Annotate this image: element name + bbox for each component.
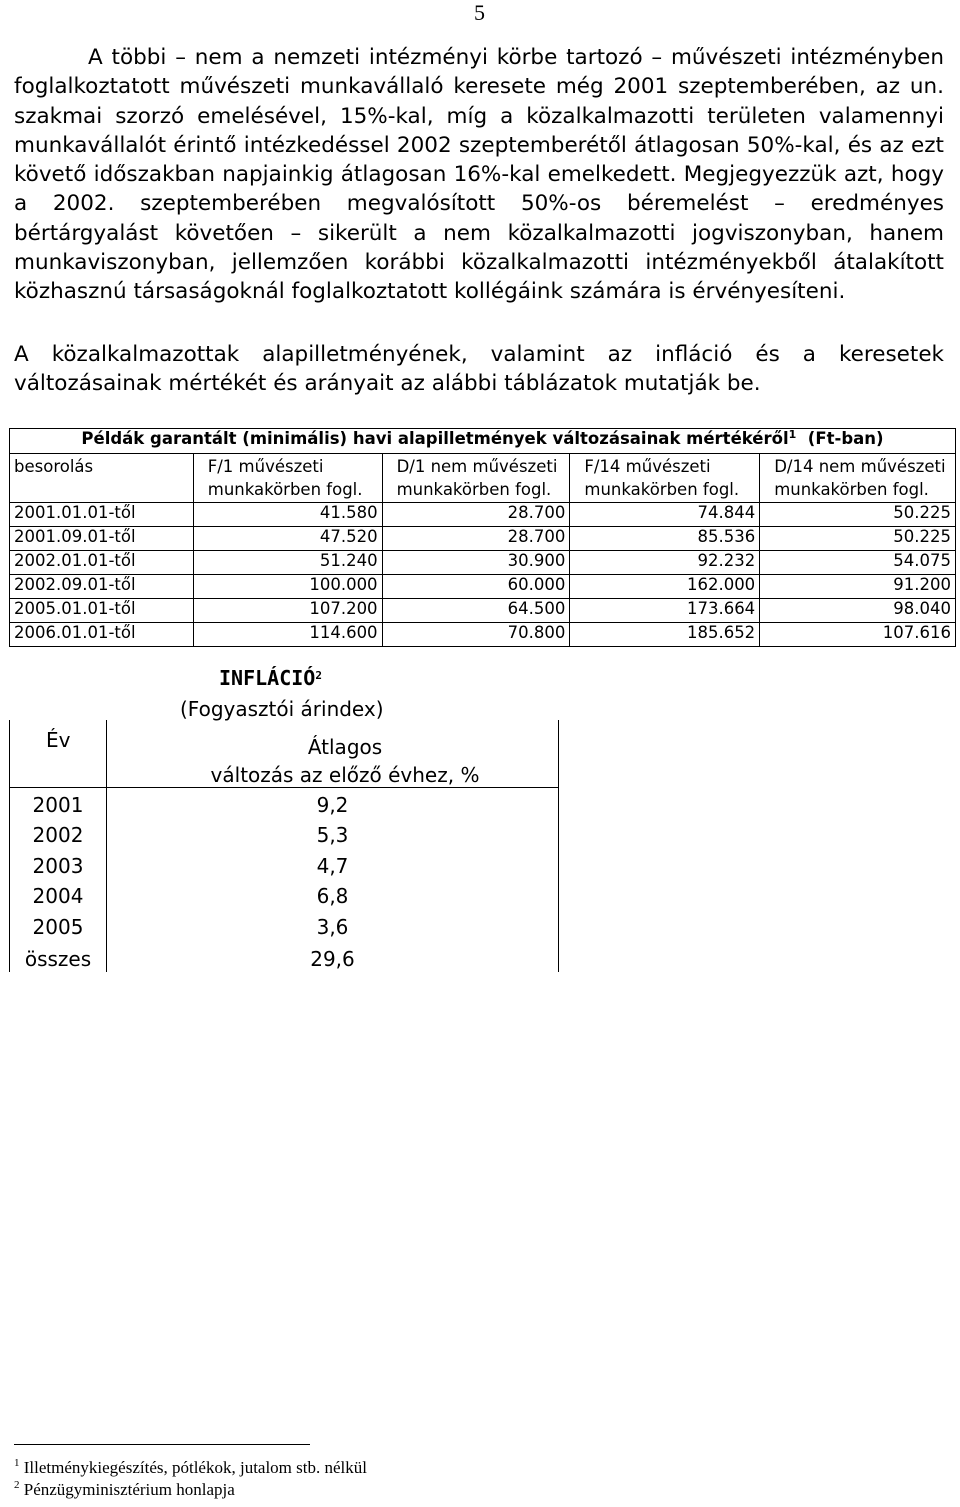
footnote-1: $^1$ Illetménykiegészítés, pótlékok, jutalom stb. nélkül [14, 1457, 367, 1477]
inflation-row [10, 947, 558, 977]
value-cell: 54.075 [760, 551, 956, 575]
inflation-value: 4,7 [316, 854, 349, 878]
inflation-row [10, 793, 558, 823]
inflation-year: 2003 [32, 854, 84, 878]
date-cell: 2005.01.01-től [10, 599, 194, 623]
body-paragraph-1: A többi – nem a nemzeti intézményi körbe tartozó – művészeti intézményben foglalkoztatott művészeti munkavállaló keresete még 2001 szeptemberében, az un. szakmai szorzó emelésével, 15%-kal, míg a közalkalmazotti területen valamennyi munkavállalót érintő intézkedéssel 2002 szeptemberétől átlagosan 50%-kal, és az ezt követő időszakban napjainkig átlagosan 16%-kal emelkedett. Megjegyezzük azt, hogy a 2002. szeptemberében megvalósított 50%-os béremelést – eredményes bértárgyalást követően – sikerült a nem közalkalmazotti jogviszonyban, hanem munkaviszonyban, jellemzően korábbi közalkalmazotti intézményekből átalakított közhasznú társaságoknál foglalkoztatott kollégáink számára is érvényesíteni. [14, 45, 944, 305]
column-header: D/1 nem művészeti munkakörben fogl. [382, 454, 570, 503]
body-paragraph-2: A közalkalmazottak alapilletményének, valamint az infláció és a keresetek változásainak mértékét és arányait az alábbi táblázatok mutatják be. [14, 342, 944, 397]
inflation-value: 3,6 [316, 915, 349, 939]
value-cell: 30.900 [382, 551, 570, 575]
footnote-ref-1: 1 [788, 428, 797, 441]
inflation-value: 6,8 [316, 884, 349, 908]
inflation-value: 9,2 [316, 793, 349, 817]
value-cell: 100.000 [193, 575, 382, 599]
date-cell: 2001.01.01-től [10, 503, 194, 527]
inflation-year: 2004 [32, 884, 84, 908]
value-cell: 114.600 [193, 623, 382, 647]
date-cell: 2001.09.01-től [10, 527, 194, 551]
value-cell: 173.664 [570, 599, 760, 623]
table-row [10, 551, 956, 575]
value-cell: 162.000 [570, 575, 760, 599]
column-header: besorolás [10, 454, 194, 503]
date-cell: 2006.01.01-től [10, 623, 194, 647]
inflation-row [10, 854, 558, 884]
value-cell: 85.536 [570, 527, 760, 551]
inflation-value: 29,6 [310, 947, 355, 971]
column-header: F/14 művészeti munkakörben fogl. [570, 454, 760, 503]
table-row [10, 527, 956, 551]
value-cell: 28.700 [382, 527, 570, 551]
value-cell: 98.040 [760, 599, 956, 623]
salary-table-title-row [10, 429, 956, 454]
value-cell: 47.520 [193, 527, 382, 551]
column-header: F/1 művészeti munkakörben fogl. [193, 454, 382, 503]
value-cell: 92.232 [570, 551, 760, 575]
inflation-row [10, 823, 558, 853]
value-cell: 74.844 [570, 503, 760, 527]
value-cell: 70.800 [382, 623, 570, 647]
value-cell: 107.200 [193, 599, 382, 623]
value-cell: 51.240 [193, 551, 382, 575]
inflation-row [10, 915, 558, 945]
inflation-year: 2001 [32, 793, 84, 817]
footnote-ref-2: 2 [315, 669, 322, 682]
inflation-table-right-border [558, 720, 559, 972]
inflation-subtitle: (Fogyasztói árindex) [180, 697, 384, 721]
date-cell: 2002.09.01-től [10, 575, 194, 599]
value-cell: 41.580 [193, 503, 382, 527]
date-cell: 2002.01.01-től [10, 551, 194, 575]
table-row [10, 623, 956, 647]
value-cell: 50.225 [760, 503, 956, 527]
inflation-value: 5,3 [316, 823, 349, 847]
salary-table [9, 428, 956, 647]
table-row [10, 503, 956, 527]
value-cell: 64.500 [382, 599, 570, 623]
salary-table-title: Példák garantált (minimális) havi alapilletmények változásainak mértékéről$^1$ (Ft-ban) [10, 429, 956, 454]
value-cell: 50.225 [760, 527, 956, 551]
value-cell: 60.000 [382, 575, 570, 599]
table-row [10, 599, 956, 623]
value-cell: 185.652 [570, 623, 760, 647]
inflation-year: 2002 [32, 823, 84, 847]
inflation-year: 2005 [32, 915, 84, 939]
table-row [10, 575, 956, 599]
inflation-row [10, 884, 558, 914]
footnote-separator [14, 1444, 310, 1445]
inflation-avg-header: Átlagos változás az előző évhez, % [210, 735, 480, 787]
value-cell: 91.200 [760, 575, 956, 599]
footnote-2: $^2$ Pénzügyminisztérium honlapja [14, 1479, 235, 1499]
inflation-year: összes [24, 947, 92, 971]
page-number: 5 [474, 0, 485, 25]
inflation-title: INFLÁCIÓ$^2$ [219, 666, 322, 690]
inflation-year-header: Év [46, 728, 71, 752]
column-header: D/14 nem művészeti munkakörben fogl. [760, 454, 956, 503]
salary-table-header-row [10, 454, 956, 503]
value-cell: 28.700 [382, 503, 570, 527]
value-cell: 107.616 [760, 623, 956, 647]
